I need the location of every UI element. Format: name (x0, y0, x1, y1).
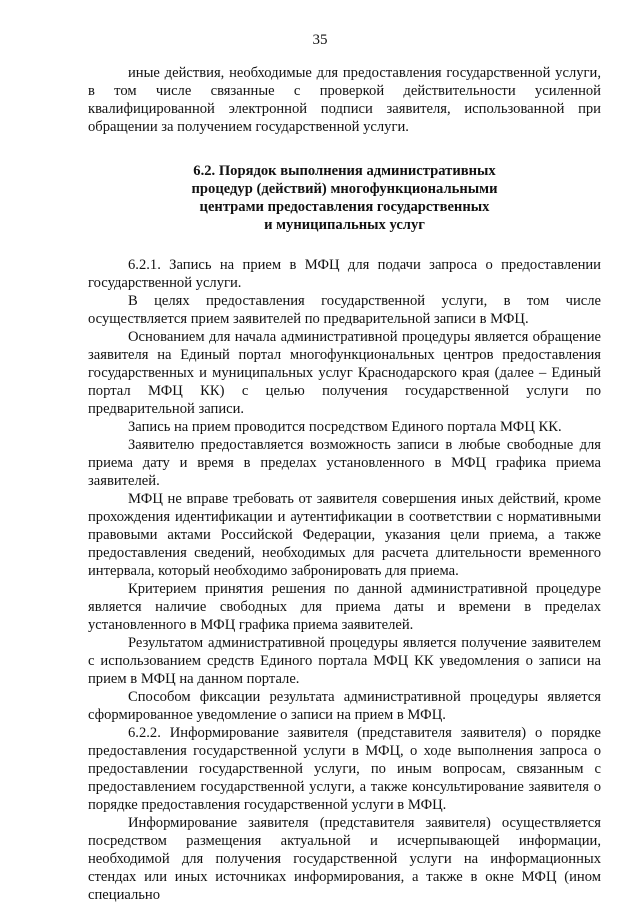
paragraph: Способом фиксации результата административной процедуры является сформированное уведомление о записи на прием в МФЦ. (88, 689, 601, 723)
paragraph: Основанием для начала административной процедуры является обращение заявителя на Единый портал многофункциональных центров предоставления государственных и муниципальных услуг Краснодарского края (далее – Единый портал МФЦ КК) с целью получения государственной услуги по предварительной записи. (88, 329, 601, 417)
paragraph: Критерием принятия решения по данной административной процедуре является наличие свободных для приема даты и времени в пределах установленного в МФЦ графика приема заявителей. (88, 581, 601, 633)
paragraph: Информирование заявителя (представителя заявителя) осуществляется посредством размещения актуальной и исчерпывающей информации, необходимой для получения государственной услуги на информационных стендах или иных источниках информирования, а также в окне МФЦ (ином специально (88, 815, 601, 903)
paragraph: Результатом административной процедуры является получение заявителем с использованием средств Единого портала МФЦ КК уведомления о записи на прием в МФЦ на данном портале. (88, 635, 601, 687)
paragraph: Запись на прием проводится посредством Единого портала МФЦ КК. (128, 419, 562, 435)
page-number: 35 (312, 32, 328, 48)
section-heading-line: 6.2. Порядок выполнения административных (193, 163, 496, 179)
paragraph-6-2-1: 6.2.1. Запись на прием в МФЦ для подачи запроса о предоставлении государственной услуги. (88, 257, 601, 291)
section-heading-line: и муниципальных услуг (264, 217, 425, 233)
paragraph: В целях предоставления государственной услуги, в том числе осуществляется прием заявителей по предварительной записи в МФЦ. (88, 293, 601, 327)
intro-paragraph: иные действия, необходимые для предоставления государственной услуги, в том числе связанные с проверкой действительности усиленной квалифицированной электронной подписи заявителя, использованной при обращении за получением государственной услуги. (88, 65, 601, 135)
paragraph: Заявителю предоставляется возможность записи в любые свободные для приема дату и время в пределах установленного в МФЦ графика приема заявителей. (88, 437, 601, 489)
section-heading-line: процедур (действий) многофункциональными (191, 181, 498, 197)
section-heading (88, 162, 601, 234)
paragraph-6-2-2: 6.2.2. Информирование заявителя (представителя заявителя) о порядке предоставления государственной услуги в МФЦ, о ходе выполнения запроса о предоставлении государственной услуги, по иным вопросам, связанным с предоставлением государственной услуги, а также консультирование заявителя о порядке предоставления государственной услуги в МФЦ. (88, 725, 601, 813)
paragraph: МФЦ не вправе требовать от заявителя совершения иных действий, кроме прохождения идентификации и аутентификации в соответствии с нормативными правовыми актами Российской Федерации, указания цели приема, а также предоставления сведений, необходимых для расчета длительности временного интервала, который необходимо забронировать для приема. (88, 491, 601, 579)
document-body (88, 64, 601, 904)
section-heading-line: центрами предоставления государственных (199, 199, 490, 215)
